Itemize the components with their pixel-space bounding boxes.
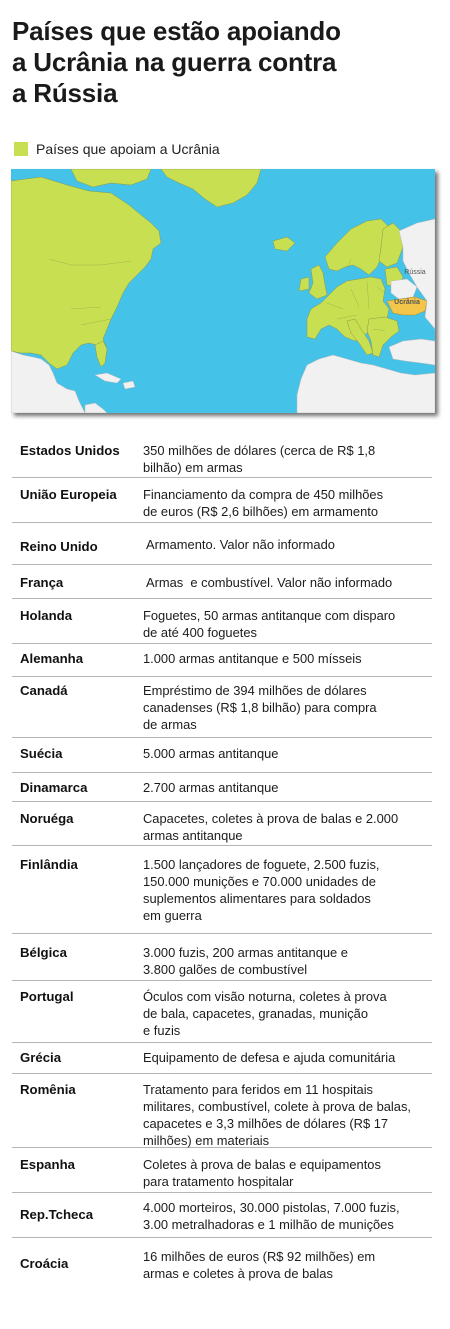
description-line: Empréstimo de 394 milhões de dólares	[143, 683, 367, 698]
description-line: militares, combustível, colete à prova de balas,	[143, 1099, 411, 1114]
table-row	[12, 1074, 432, 1148]
description-line: 1.500 lançadores de foguete, 2.500 fuzis,	[143, 857, 380, 872]
description-line: Foguetes, 50 armas antitanque com disparo	[143, 608, 396, 623]
table-row	[12, 1193, 432, 1238]
support-description	[143, 1193, 432, 1237]
table-row	[12, 981, 432, 1043]
description-line: 4.000 morteiros, 30.000 pistolas, 7.000 fuzis,	[143, 1200, 400, 1215]
country-name: Bélgica	[20, 945, 67, 960]
ukraine-label: Ucrânia	[394, 299, 420, 306]
description-line: Tratamento para feridos em 11 hospitais	[143, 1082, 373, 1097]
world-map	[11, 169, 435, 413]
description-line: de bala, capacetes, granadas, munição	[143, 1006, 369, 1021]
description-line: 350 milhões de dólares (cerca de R$ 1,8	[143, 443, 376, 458]
support-description	[143, 1043, 432, 1073]
country-name: Finlândia	[20, 857, 78, 872]
description-line: 1.000 armas antitanque e 500 mísseis	[143, 651, 362, 666]
support-description	[143, 1148, 432, 1192]
table-row	[12, 677, 432, 738]
support-description	[143, 1238, 432, 1288]
table-row	[12, 434, 432, 478]
description-line: de armas	[143, 717, 197, 732]
country-name: Noruéga	[20, 811, 74, 826]
table-row	[12, 773, 432, 802]
table-row	[12, 1238, 432, 1288]
support-description	[143, 981, 432, 1042]
description-line: para tratamento hospitalar	[143, 1174, 294, 1189]
country-name: Romênia	[20, 1082, 76, 1097]
country-name: Estados Unidos	[20, 443, 120, 458]
legend-swatch	[14, 142, 28, 156]
support-description	[143, 846, 432, 933]
support-description	[143, 644, 432, 676]
support-description	[143, 934, 432, 980]
country-name: Rep.Tcheca	[20, 1207, 94, 1222]
map-svg	[11, 169, 435, 413]
description-line: 3.000 fuzis, 200 armas antitanque e	[143, 945, 348, 960]
description-line: de euros (R$ 2,6 bilhões) em armamento	[143, 504, 379, 519]
description-line: capacetes e 3,3 milhões de dólares (R$ 17	[143, 1116, 389, 1131]
page-title	[12, 16, 432, 109]
support-description	[143, 478, 432, 522]
description-line: bilhão) em armas	[143, 460, 243, 475]
legend-label: Países que apoiam a Ucrânia	[36, 141, 220, 157]
description-line: 5.000 armas antitanque	[143, 746, 279, 761]
map-legend	[14, 140, 220, 158]
description-line: Coletes à prova de balas e equipamentos	[143, 1157, 381, 1172]
description-line: canadenses (R$ 1,8 bilhão) para compra	[143, 700, 377, 715]
description-line: 150.000 munições e 70.000 unidades de	[143, 874, 376, 889]
description-line: e fuzis	[143, 1023, 181, 1038]
description-line: Armas e combustível. Valor não informado	[146, 575, 393, 590]
support-table	[12, 434, 432, 1288]
title-line: a Rússia	[12, 78, 118, 108]
table-row	[12, 523, 432, 565]
country-name: Holanda	[20, 608, 73, 623]
description-line: 3.00 metralhadoras e 1 milhão de munições	[143, 1217, 394, 1232]
description-line: Equipamento de defesa e ajuda comunitária	[143, 1050, 396, 1065]
country-name: União Europeia	[20, 487, 117, 502]
country-name: Espanha	[20, 1157, 75, 1172]
description-line: armas antitanque	[143, 828, 243, 843]
description-line: 16 milhões de euros (R$ 92 milhões) em	[143, 1249, 376, 1264]
country-name: Dinamarca	[20, 780, 88, 795]
table-row	[12, 934, 432, 981]
country-name: Suécia	[20, 746, 63, 761]
support-description	[143, 523, 432, 564]
table-row	[12, 846, 432, 934]
title-line: a Ucrânia na guerra contra	[12, 47, 337, 77]
description-line: Capacetes, coletes à prova de balas e 2.000	[143, 811, 399, 826]
table-row	[12, 1043, 432, 1074]
description-line: armas e coletes à prova de balas	[143, 1266, 333, 1281]
russia-label: Rússia	[404, 269, 426, 276]
description-line: 3.800 galões de combustível	[143, 962, 308, 977]
country-name: França	[20, 575, 64, 590]
country-name: Canadá	[20, 683, 68, 698]
country-name: Portugal	[20, 989, 74, 1004]
table-row	[12, 802, 432, 846]
description-line: suplementos alimentares para soldados	[143, 891, 371, 906]
description-line: Óculos com visão noturna, coletes à prova	[143, 989, 387, 1004]
country-name: Alemanha	[20, 651, 84, 666]
table-row	[12, 565, 432, 599]
support-description	[143, 677, 432, 737]
description-line: de até 400 foguetes	[143, 625, 257, 640]
country-name: Croácia	[20, 1256, 69, 1271]
table-row	[12, 1148, 432, 1193]
support-description	[143, 434, 432, 477]
table-row	[12, 478, 432, 523]
support-description	[143, 802, 432, 845]
description-line: 2.700 armas antitanque	[143, 780, 279, 795]
description-line: Financiamento da compra de 450 milhões	[143, 487, 384, 502]
support-description	[143, 738, 432, 772]
table-row	[12, 644, 432, 677]
country-name: Grécia	[20, 1050, 62, 1065]
description-line: Armamento. Valor não informado	[146, 537, 335, 552]
table-row	[12, 738, 432, 773]
support-description	[143, 565, 432, 598]
table-row	[12, 599, 432, 644]
support-description	[143, 599, 432, 643]
description-line: em guerra	[143, 908, 202, 923]
description-line: milhões) em materiais	[143, 1133, 270, 1148]
support-description	[143, 773, 432, 801]
title-line: Países que estão apoiando	[12, 16, 341, 46]
country-name: Reino Unido	[20, 539, 98, 554]
support-description	[143, 1074, 432, 1147]
